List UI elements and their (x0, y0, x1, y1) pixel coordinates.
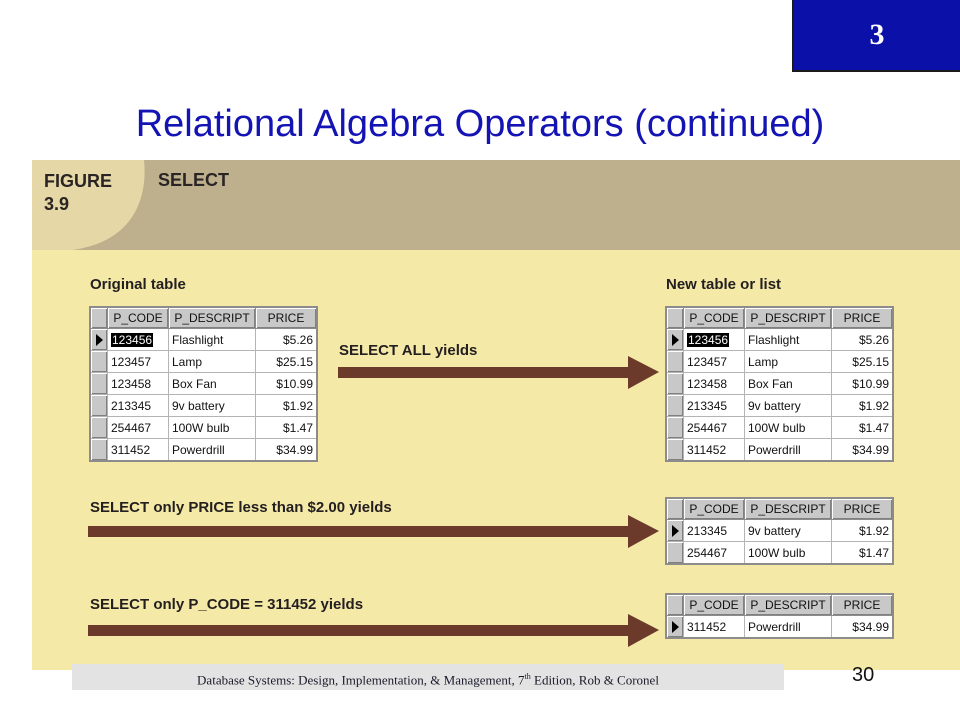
cell-p-code-value: 123456 (688, 332, 729, 347)
cell-price-value: $1.47 (858, 545, 889, 560)
cell-p-code-value: 123458 (687, 376, 728, 391)
arrows-layer (32, 160, 960, 670)
footer-superscript: th (524, 672, 531, 681)
cell-p-code-value: 311452 (687, 442, 727, 457)
figure-label-word: FIGURE (44, 171, 113, 191)
select-code-arrow-icon (88, 614, 659, 647)
cell-p-descript-value: Box Fan (748, 376, 793, 391)
column-header-p-descript: P_DESCRIPT (745, 307, 832, 329)
cell-p-descript-value: Lamp (172, 354, 203, 369)
cell-p-code-value: 254467 (687, 420, 728, 435)
page-number: 30 (852, 664, 875, 686)
column-header-price: PRICE (256, 307, 318, 329)
cell-p-descript-value: Box Fan (172, 376, 217, 391)
chapter-number-box (792, 0, 960, 72)
select-all-arrow-icon (338, 356, 659, 389)
cell-price-value: $1.47 (282, 420, 313, 435)
cell-p-code-value: 123457 (687, 354, 728, 369)
figure-name: SELECT (158, 170, 230, 190)
column-header-price: PRICE (832, 594, 894, 616)
cell-p-descript-value: 100W bulb (748, 420, 806, 435)
cell-price-value: $5.26 (858, 332, 889, 347)
column-header-p-descript: P_DESCRIPT (745, 498, 832, 520)
column-header-p-code: P_CODE (108, 307, 169, 329)
cell-p-code-value: 213345 (687, 523, 728, 538)
cell-p-code-value: 213345 (111, 398, 152, 413)
cell-p-descript-value: Powerdrill (172, 442, 225, 457)
cell-p-descript-value: 9v battery (172, 398, 225, 413)
cell-price-value: $1.92 (858, 523, 889, 538)
cell-price-value: $34.99 (852, 619, 889, 634)
cell-p-descript-value: Lamp (748, 354, 779, 369)
column-header-p-code: P_CODE (684, 594, 745, 616)
footer-citation (72, 664, 784, 690)
cell-p-descript-value: Flashlight (748, 332, 800, 347)
cell-price-value: $1.92 (282, 398, 313, 413)
chapter-number: 3 (869, 18, 885, 51)
cell-p-descript-value: 9v battery (748, 398, 801, 413)
cell-price-value: $1.92 (858, 398, 889, 413)
cell-p-code-value: 123458 (111, 376, 152, 391)
column-header-price: PRICE (832, 307, 894, 329)
cell-price-value: $25.15 (852, 354, 889, 369)
footer-text: Database Systems: Design, Implementation, & Management, 7 (197, 672, 525, 688)
new-table-caption: New table or list (666, 276, 782, 293)
cell-p-descript-value: 100W bulb (172, 420, 230, 435)
cell-p-code-value: 123456 (112, 332, 153, 347)
cell-p-code-value: 254467 (111, 420, 152, 435)
cell-p-code-value: 311452 (111, 442, 151, 457)
cell-p-code-value: 254467 (687, 545, 728, 560)
column-header-p-code: P_CODE (684, 498, 745, 520)
cell-p-code-value: 123457 (111, 354, 152, 369)
original-table-caption: Original table (90, 276, 186, 293)
cell-price-value: $5.26 (282, 332, 313, 347)
cell-price-value: $10.99 (852, 376, 889, 391)
cell-p-descript-value: Flashlight (172, 332, 224, 347)
cell-price-value: $25.15 (276, 354, 313, 369)
cell-p-code-value: 213345 (687, 398, 728, 413)
cell-price-value: $10.99 (276, 376, 313, 391)
cell-price-value: $1.47 (858, 420, 889, 435)
cell-p-descript-value: Powerdrill (748, 442, 801, 457)
cell-p-descript-value: Powerdrill (748, 619, 801, 634)
column-header-p-descript: P_DESCRIPT (745, 594, 832, 616)
cell-p-descript-value: 9v battery (748, 523, 801, 538)
cell-p-descript-value: 100W bulb (748, 545, 806, 560)
select-price-caption: SELECT only PRICE less than $2.00 yields (90, 499, 392, 516)
column-header-p-code: P_CODE (684, 307, 745, 329)
column-header-p-descript: P_DESCRIPT (169, 307, 256, 329)
cell-p-code-value: 311452 (687, 619, 727, 634)
slide-title: Relational Algebra Operators (continued) (135, 103, 825, 145)
figure-panel (32, 160, 960, 670)
select-code-caption: SELECT only P_CODE = 311452 yields (90, 596, 364, 613)
select-all-caption: SELECT ALL yields (339, 342, 478, 359)
footer-text-end: Edition, Rob & Coronel (530, 672, 659, 688)
column-header-price: PRICE (832, 498, 894, 520)
select-price-arrow-icon (88, 515, 659, 548)
cell-price-value: $34.99 (852, 442, 889, 457)
figure-label-number: 3.9 (44, 194, 70, 214)
cell-price-value: $34.99 (276, 442, 313, 457)
